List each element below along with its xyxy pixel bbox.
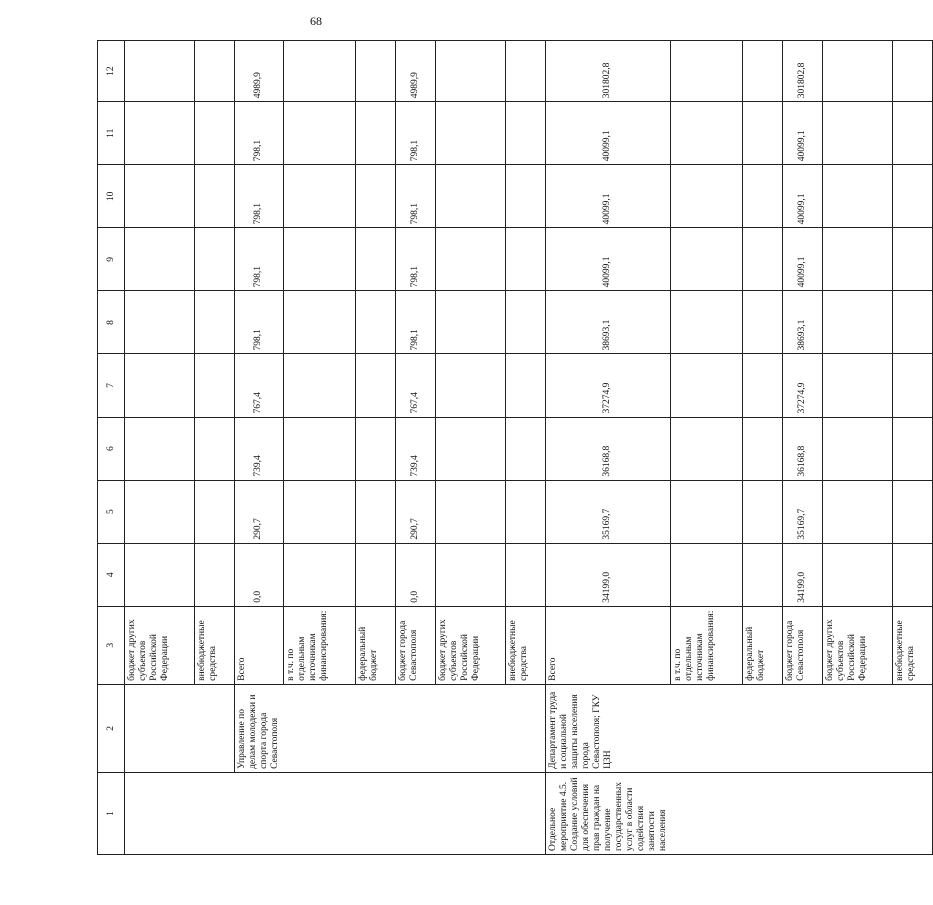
column-header-5: 5 [98, 480, 125, 543]
cell-col-10: 798,1 [235, 165, 284, 228]
cell-col-8 [355, 291, 395, 354]
column-header-3: 3 [98, 606, 125, 684]
cell-col-7 [823, 354, 893, 417]
cell-col-3: бюджет города Севастополя [783, 606, 823, 684]
cell-col-7: 37274,9 [545, 354, 671, 417]
cell-col-8: 798,1 [235, 291, 284, 354]
cell-col-7: 767,4 [395, 354, 435, 417]
cell-col-6 [823, 417, 893, 480]
cell-col-9 [125, 228, 195, 291]
cell-col-1 [823, 772, 893, 854]
table-row [235, 41, 284, 855]
cell-col-3: бюджет других субъектов Российской Федерации [125, 606, 195, 684]
cell-col-3: федеральный бюджет [355, 606, 395, 684]
cell-col-3: Всего [545, 606, 671, 684]
column-header-1: 1 [98, 772, 125, 854]
cell-col-9 [195, 228, 235, 291]
cell-col-5: 35169,7 [545, 480, 671, 543]
column-header-11: 11 [98, 102, 125, 165]
table-row [355, 41, 395, 855]
cell-col-5 [283, 480, 355, 543]
cell-col-1: Отдельное мероприятие 4.5. Создание условий для обеспечения прав граждан на получение государственных услуг в области содействия занятости населения [545, 772, 671, 854]
cell-col-4 [283, 543, 355, 606]
cell-col-10: 40099,1 [783, 165, 823, 228]
cell-col-5: 290,7 [235, 480, 284, 543]
cell-col-2 [505, 684, 545, 772]
cell-col-5 [743, 480, 783, 543]
cell-col-5: 35169,7 [783, 480, 823, 543]
cell-col-5: 290,7 [395, 480, 435, 543]
cell-col-8 [893, 291, 933, 354]
cell-col-9 [823, 228, 893, 291]
financing-table-frame [97, 40, 916, 855]
cell-col-4 [823, 543, 893, 606]
table-row [505, 41, 545, 855]
cell-col-1 [195, 772, 235, 854]
cell-col-7 [435, 354, 505, 417]
cell-col-4 [893, 543, 933, 606]
cell-col-10 [125, 165, 195, 228]
cell-col-12 [671, 41, 743, 102]
cell-col-1 [743, 772, 783, 854]
cell-col-10 [283, 165, 355, 228]
cell-col-9: 798,1 [235, 228, 284, 291]
cell-col-12 [125, 41, 195, 102]
table-row [545, 41, 671, 855]
cell-col-8 [283, 291, 355, 354]
cell-col-6: 36168,8 [783, 417, 823, 480]
column-header-7: 7 [98, 354, 125, 417]
cell-col-4: 0,0 [235, 543, 284, 606]
cell-col-1 [505, 772, 545, 854]
cell-col-4: 34199,0 [545, 543, 671, 606]
cell-col-11 [893, 102, 933, 165]
header-row [98, 41, 125, 855]
cell-col-3: в т.ч. по отдельным источникам финансирования: [671, 606, 743, 684]
cell-col-11: 40099,1 [783, 102, 823, 165]
column-header-6: 6 [98, 417, 125, 480]
cell-col-2: Управление по делам молодежи и спорта города Севастополя [235, 684, 284, 772]
cell-col-4 [505, 543, 545, 606]
cell-col-3: в т.ч. по отдельным источникам финансирования: [283, 606, 355, 684]
cell-col-5 [505, 480, 545, 543]
cell-col-6 [195, 417, 235, 480]
cell-col-12 [743, 41, 783, 102]
cell-col-2 [355, 684, 395, 772]
cell-col-3: внебюджетные средства [505, 606, 545, 684]
cell-col-10 [743, 165, 783, 228]
cell-col-2 [195, 684, 235, 772]
cell-col-4 [743, 543, 783, 606]
cell-col-12: 301802,8 [545, 41, 671, 102]
cell-col-9 [743, 228, 783, 291]
cell-col-5 [671, 480, 743, 543]
cell-col-6 [283, 417, 355, 480]
cell-col-4: 0,0 [395, 543, 435, 606]
financing-table [97, 40, 933, 855]
cell-col-3: Всего [235, 606, 284, 684]
cell-col-2 [893, 684, 933, 772]
table-row [743, 41, 783, 855]
table-row [893, 41, 933, 855]
cell-col-9 [355, 228, 395, 291]
cell-col-11 [125, 102, 195, 165]
column-header-9: 9 [98, 228, 125, 291]
cell-col-12 [893, 41, 933, 102]
table-body [125, 41, 933, 855]
cell-col-11 [195, 102, 235, 165]
cell-col-4 [125, 543, 195, 606]
cell-col-9: 798,1 [395, 228, 435, 291]
cell-col-2 [823, 684, 893, 772]
table-row [283, 41, 355, 855]
cell-col-8 [435, 291, 505, 354]
cell-col-12 [355, 41, 395, 102]
cell-col-1 [235, 772, 284, 854]
cell-col-5 [125, 480, 195, 543]
cell-col-3: федеральный бюджет [743, 606, 783, 684]
cell-col-9: 40099,1 [783, 228, 823, 291]
cell-col-3: внебюджетные средства [195, 606, 235, 684]
cell-col-12 [283, 41, 355, 102]
cell-col-10 [823, 165, 893, 228]
cell-col-6 [743, 417, 783, 480]
cell-col-7 [893, 354, 933, 417]
cell-col-7 [195, 354, 235, 417]
page-number: 68 [310, 14, 322, 28]
cell-col-1 [893, 772, 933, 854]
cell-col-7 [671, 354, 743, 417]
cell-col-3: бюджет других субъектов Российской Федерации [435, 606, 505, 684]
cell-col-6: 36168,8 [545, 417, 671, 480]
cell-col-4 [671, 543, 743, 606]
cell-col-5 [355, 480, 395, 543]
cell-col-8: 38693,1 [545, 291, 671, 354]
cell-col-9: 40099,1 [545, 228, 671, 291]
cell-col-11: 40099,1 [545, 102, 671, 165]
cell-col-4 [435, 543, 505, 606]
cell-col-8: 798,1 [395, 291, 435, 354]
table-row [195, 41, 235, 855]
cell-col-6 [435, 417, 505, 480]
cell-col-8 [125, 291, 195, 354]
cell-col-3: бюджет других субъектов Российской Федерации [823, 606, 893, 684]
column-header-2: 2 [98, 684, 125, 772]
cell-col-11 [743, 102, 783, 165]
cell-col-12 [435, 41, 505, 102]
cell-col-7 [743, 354, 783, 417]
cell-col-6 [671, 417, 743, 480]
cell-col-10: 798,1 [395, 165, 435, 228]
cell-col-1 [283, 772, 355, 854]
cell-col-8 [195, 291, 235, 354]
cell-col-2 [743, 684, 783, 772]
cell-col-6 [505, 417, 545, 480]
cell-col-4 [355, 543, 395, 606]
cell-col-4 [195, 543, 235, 606]
cell-col-6 [893, 417, 933, 480]
column-header-12: 12 [98, 41, 125, 102]
cell-col-9 [671, 228, 743, 291]
cell-col-12: 301802,8 [783, 41, 823, 102]
cell-col-4: 34199,0 [783, 543, 823, 606]
cell-col-7 [283, 354, 355, 417]
cell-col-1 [435, 772, 505, 854]
cell-col-2 [435, 684, 505, 772]
cell-col-5 [893, 480, 933, 543]
cell-col-7 [505, 354, 545, 417]
cell-col-7 [125, 354, 195, 417]
cell-col-11 [823, 102, 893, 165]
cell-col-10 [893, 165, 933, 228]
cell-col-10 [355, 165, 395, 228]
cell-col-9 [893, 228, 933, 291]
table-row [823, 41, 893, 855]
cell-col-9 [283, 228, 355, 291]
cell-col-3: внебюджетные средства [893, 606, 933, 684]
cell-col-11 [671, 102, 743, 165]
cell-col-2: Департамент труда и социальной защиты населения города Севастополя; ГКУ ЦЗН [545, 684, 671, 772]
table-row [125, 41, 195, 855]
column-header-10: 10 [98, 165, 125, 228]
cell-col-11: 798,1 [235, 102, 284, 165]
cell-col-2 [395, 684, 435, 772]
cell-col-1 [671, 772, 743, 854]
cell-col-6: 739,4 [235, 417, 284, 480]
cell-col-2 [283, 684, 355, 772]
table-row [783, 41, 823, 855]
cell-col-11 [283, 102, 355, 165]
cell-col-6: 739,4 [395, 417, 435, 480]
cell-col-8: 38693,1 [783, 291, 823, 354]
cell-col-12 [195, 41, 235, 102]
cell-col-11 [355, 102, 395, 165]
cell-col-11: 798,1 [395, 102, 435, 165]
rotated-table-wrapper [97, 40, 916, 855]
cell-col-1 [355, 772, 395, 854]
cell-col-10 [195, 165, 235, 228]
cell-col-12: 4989,9 [395, 41, 435, 102]
cell-col-2 [125, 684, 195, 772]
cell-col-11 [505, 102, 545, 165]
cell-col-10 [435, 165, 505, 228]
cell-col-8 [671, 291, 743, 354]
table-row [395, 41, 435, 855]
cell-col-8 [743, 291, 783, 354]
cell-col-9 [505, 228, 545, 291]
cell-col-8 [505, 291, 545, 354]
table-row [671, 41, 743, 855]
cell-col-5 [435, 480, 505, 543]
cell-col-12 [505, 41, 545, 102]
cell-col-7: 37274,9 [783, 354, 823, 417]
column-header-8: 8 [98, 291, 125, 354]
cell-col-10: 40099,1 [545, 165, 671, 228]
cell-col-3: бюджет города Севастополя [395, 606, 435, 684]
cell-col-12 [823, 41, 893, 102]
cell-col-6 [125, 417, 195, 480]
cell-col-11 [435, 102, 505, 165]
cell-col-7 [355, 354, 395, 417]
cell-col-1 [783, 772, 823, 854]
cell-col-5 [823, 480, 893, 543]
table-row [435, 41, 505, 855]
cell-col-10 [671, 165, 743, 228]
cell-col-1 [125, 772, 195, 854]
cell-col-9 [435, 228, 505, 291]
cell-col-12: 4989,9 [235, 41, 284, 102]
cell-col-2 [671, 684, 743, 772]
cell-col-7: 767,4 [235, 354, 284, 417]
cell-col-6 [355, 417, 395, 480]
cell-col-1 [395, 772, 435, 854]
column-header-4: 4 [98, 543, 125, 606]
cell-col-10 [505, 165, 545, 228]
cell-col-8 [823, 291, 893, 354]
cell-col-2 [783, 684, 823, 772]
cell-col-5 [195, 480, 235, 543]
